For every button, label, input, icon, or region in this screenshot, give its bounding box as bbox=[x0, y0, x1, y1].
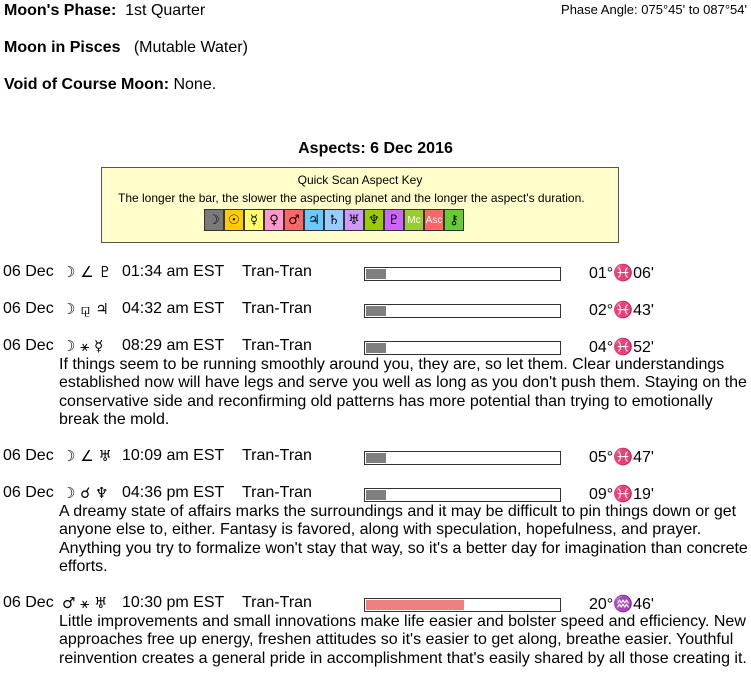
moon-sign bbox=[4, 39, 248, 57]
aspect-glyphs: ☽ ⚹ ☿ bbox=[62, 337, 104, 355]
aspect-glyphs: ☽ ∠ ♇ bbox=[62, 263, 112, 281]
aspect-type: Tran-Tran bbox=[242, 447, 312, 464]
duration-bar-fill bbox=[366, 490, 386, 500]
sun-icon: ☉ bbox=[224, 209, 244, 231]
duration-bar bbox=[364, 341, 561, 355]
duration-bar-fill bbox=[366, 600, 464, 610]
aspect-time: 01:34 am EST bbox=[122, 263, 225, 280]
aspect-description: A dreamy state of affairs marks the surroundings and it may be difficult to pin things down or get anyone else to, either. Fantasy is favored, along with speculation, hopefulness, and prayer. Anything you try to formalize won't stay that way, so it's a better day for imagination than concrete efforts. bbox=[59, 503, 748, 576]
duration-bar-fill bbox=[366, 306, 386, 316]
aspect-type: Tran-Tran bbox=[242, 594, 312, 611]
aspect-date: 06 Dec bbox=[3, 337, 54, 354]
neptune-icon: ♆ bbox=[364, 209, 384, 231]
duration-bar-fill bbox=[366, 343, 386, 353]
aspect-description: Little improvements and small innovations make life easier and bolster speed and efficiency. New approaches free up energy, freshen attitudes so it's easier to get along, breathe easier. Youthful reinvention creates a general pride in accomplishment that's easily shared by all those creating it. bbox=[59, 613, 747, 667]
aspect-position: 20°♒46' bbox=[589, 596, 654, 613]
aspect-position: 04°♓52' bbox=[589, 339, 654, 356]
jupiter-icon: ♃ bbox=[304, 209, 324, 231]
aspect-position: 05°♓47' bbox=[589, 449, 654, 466]
duration-bar bbox=[364, 267, 561, 281]
void-of-course bbox=[4, 76, 216, 94]
aspect-glyphs: ☽ ⚼ ♃ bbox=[62, 300, 109, 318]
phase-angle: Phase Angle: 075°45' to 087°54' bbox=[561, 2, 747, 17]
aspect-time: 08:29 am EST bbox=[122, 337, 225, 354]
duration-bar-fill bbox=[366, 453, 386, 463]
planet-key-list bbox=[204, 209, 464, 231]
aspect-type: Tran-Tran bbox=[242, 263, 312, 280]
midheaven-icon: Mc bbox=[404, 209, 424, 231]
mercury-icon: ☿ bbox=[244, 209, 264, 231]
void-of-course-value: None. bbox=[173, 76, 217, 93]
aspect-time: 10:09 am EST bbox=[122, 447, 225, 464]
aspect-row bbox=[3, 337, 748, 357]
aspect-time: 04:36 pm EST bbox=[122, 484, 225, 501]
uranus-icon: ♅ bbox=[344, 209, 364, 231]
aspect-glyphs: ☽ ☌ ♆ bbox=[62, 484, 109, 502]
aspect-key-title: Quick Scan Aspect Key bbox=[297, 173, 423, 187]
chiron-icon: ⚷ bbox=[444, 209, 464, 231]
aspect-position: 02°♓43' bbox=[589, 302, 654, 319]
aspect-time: 04:32 am EST bbox=[122, 300, 225, 317]
aspect-position: 09°♓19' bbox=[589, 486, 654, 503]
pluto-icon: ♇ bbox=[384, 209, 404, 231]
moon-phase bbox=[4, 2, 205, 20]
moon-sign-label: Moon in Pisces bbox=[4, 39, 121, 56]
aspect-position: 01°♓06' bbox=[589, 265, 654, 282]
aspect-row bbox=[3, 300, 748, 320]
aspect-row bbox=[3, 447, 748, 467]
moon-icon: ☽ bbox=[204, 209, 224, 231]
mars-icon: ♂ bbox=[284, 209, 304, 231]
aspect-date: 06 Dec bbox=[3, 300, 54, 317]
aspect-type: Tran-Tran bbox=[242, 484, 312, 501]
ascendant-icon: Asc bbox=[424, 209, 444, 231]
aspect-glyphs: ♂ ⚹ ♅ bbox=[62, 594, 108, 612]
void-of-course-label: Void of Course Moon: bbox=[4, 76, 170, 93]
duration-bar bbox=[364, 451, 561, 465]
aspect-date: 06 Dec bbox=[3, 263, 54, 280]
aspect-date: 06 Dec bbox=[3, 594, 54, 611]
moon-sign-value: (Mutable Water) bbox=[133, 39, 248, 56]
aspect-description: If things seem to be running smoothly around you, they are, so let them. Clear understandings established now will have legs and serve you well as long as you don't push them. Staying on the conservative side and reconfirming old patterns has more potential than trying to emotionally break the mold. bbox=[59, 356, 747, 429]
aspects-title: Aspects: 6 Dec 2016 bbox=[298, 140, 453, 157]
aspect-row bbox=[3, 263, 748, 283]
aspect-date: 06 Dec bbox=[3, 484, 54, 501]
aspect-date: 06 Dec bbox=[3, 447, 54, 464]
duration-bar bbox=[364, 304, 561, 318]
aspect-glyphs: ☽ ∠ ♅ bbox=[62, 447, 112, 465]
aspect-type: Tran-Tran bbox=[242, 300, 312, 317]
aspect-type: Tran-Tran bbox=[242, 337, 312, 354]
duration-bar-fill bbox=[366, 269, 386, 279]
aspect-key-box bbox=[101, 167, 619, 243]
saturn-icon: ♄ bbox=[324, 209, 344, 231]
aspect-time: 10:30 pm EST bbox=[122, 594, 225, 611]
moon-phase-label: Moon's Phase: bbox=[4, 2, 117, 19]
aspect-row bbox=[3, 594, 748, 614]
venus-icon: ♀ bbox=[264, 209, 284, 231]
aspect-key-subtitle: The longer the bar, the slower the aspecting planet and the longer the aspect's duration. bbox=[118, 191, 585, 205]
moon-phase-value: 1st Quarter bbox=[125, 2, 206, 19]
duration-bar bbox=[364, 488, 561, 502]
duration-bar bbox=[364, 598, 561, 612]
aspect-row bbox=[3, 484, 748, 504]
